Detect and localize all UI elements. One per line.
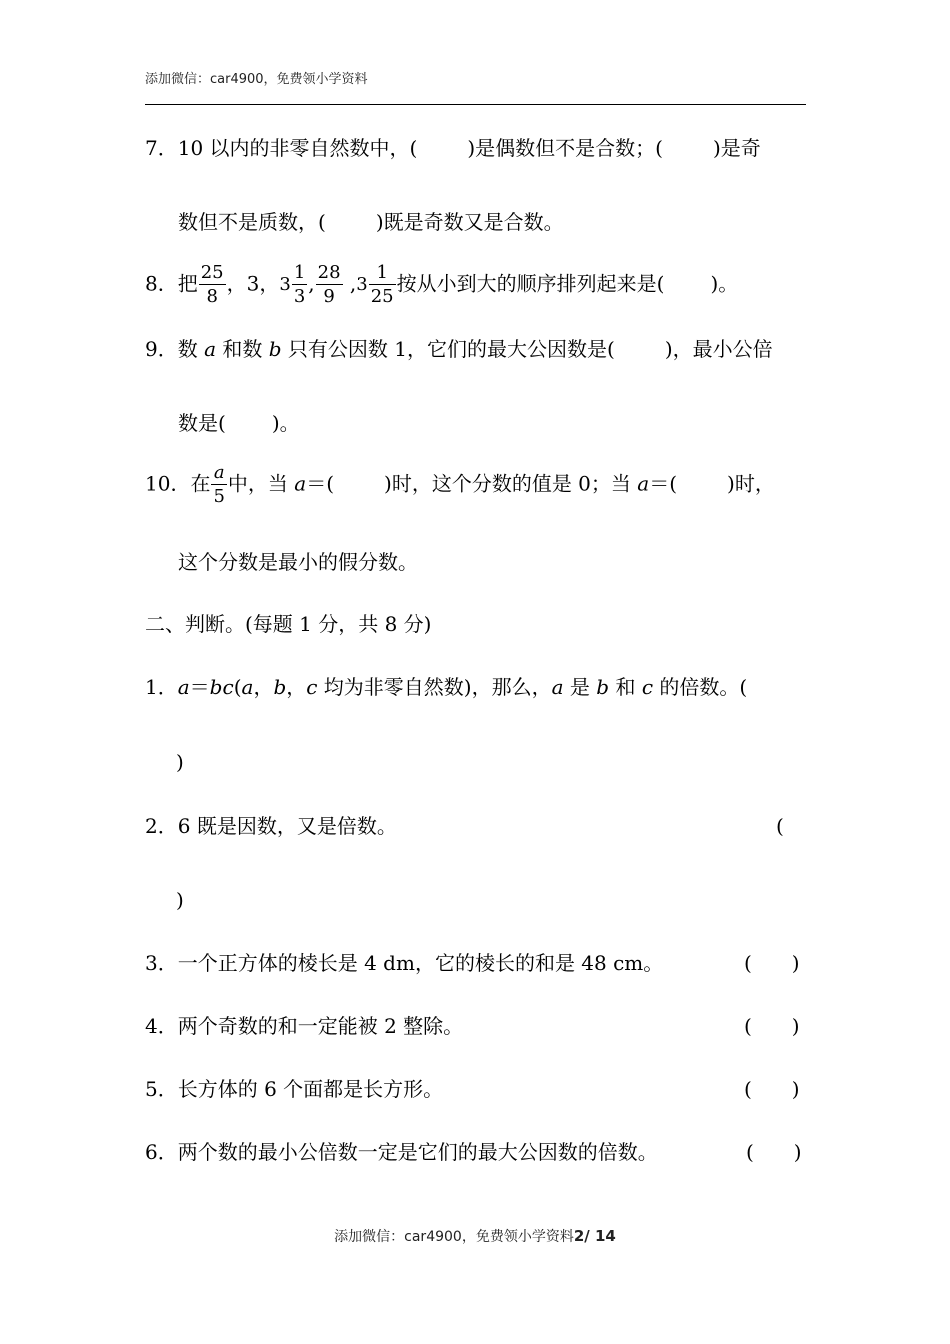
header-rule bbox=[145, 104, 806, 105]
j3-number: 3． bbox=[145, 951, 178, 975]
mixed-whole: 3 bbox=[279, 274, 291, 295]
fraction-numerator: a bbox=[211, 463, 226, 485]
judgment-1-line-1 bbox=[145, 675, 747, 699]
q9-text-b: 和数 bbox=[216, 337, 269, 361]
q9-text-d: )，最小公倍 bbox=[664, 337, 773, 361]
fraction-a-5 bbox=[211, 463, 226, 507]
q8-end: )。 bbox=[710, 271, 739, 296]
fraction-denominator: 5 bbox=[213, 486, 225, 507]
j2-answer-close[interactable]: ) bbox=[176, 888, 184, 912]
j1-answer-close[interactable]: ) bbox=[176, 750, 184, 774]
q8-number: 8． bbox=[145, 271, 178, 296]
judgment-2 bbox=[145, 814, 397, 838]
q7-text-e: )既是奇数又是合数。 bbox=[375, 210, 564, 234]
q9-text-e: 数是( bbox=[178, 411, 226, 435]
j1-var: a bbox=[551, 675, 564, 699]
q9-var-b: b bbox=[268, 337, 282, 361]
judgment-5 bbox=[145, 1077, 443, 1101]
fraction-numerator: 25 bbox=[200, 262, 224, 283]
q10-number: 10． bbox=[145, 471, 191, 496]
q7-text-d: 数但不是质数，( bbox=[178, 210, 326, 234]
fraction-1-3 bbox=[292, 263, 307, 307]
q8-comma3: , bbox=[343, 271, 357, 296]
question-7-line-2 bbox=[178, 210, 564, 234]
j1-rest: 均为非零自然数)，那么， bbox=[317, 675, 552, 699]
j6-text: 两个数的最小公倍数一定是它们的最大公因数的倍数。 bbox=[177, 1140, 658, 1164]
q10-var-a-2: a bbox=[637, 471, 650, 496]
section-2-title: 二、判断。(每题 1 分，共 8 分) bbox=[145, 612, 432, 636]
q10-text-d: )时，这个分数的值是 0；当 bbox=[384, 471, 638, 496]
q10-text-a: 在 bbox=[190, 471, 211, 496]
j1-number: 1． bbox=[145, 675, 178, 699]
q9-var-a: a bbox=[204, 337, 217, 361]
j5-answer-paren[interactable]: ( ) bbox=[744, 1077, 800, 1101]
j6-answer-paren[interactable]: ( ) bbox=[746, 1140, 802, 1164]
question-9-line-2 bbox=[178, 411, 300, 435]
j1-var: c bbox=[306, 675, 318, 699]
j6-number: 6． bbox=[145, 1140, 178, 1164]
q9-number: 9． bbox=[145, 337, 178, 361]
q10-text-e: ＝( bbox=[649, 471, 678, 496]
fraction-denominator: 3 bbox=[293, 286, 306, 307]
j1-var: a bbox=[177, 675, 190, 699]
question-8 bbox=[145, 263, 738, 307]
j1-var: c bbox=[641, 675, 654, 699]
j5-number: 5． bbox=[145, 1077, 178, 1101]
j1-eq: ＝ bbox=[189, 675, 210, 699]
q8-pre: 把 bbox=[177, 271, 198, 296]
page-footer bbox=[0, 1226, 950, 1246]
q10-var-a: a bbox=[294, 471, 307, 496]
j1-tail: 的倍数。( bbox=[653, 675, 748, 699]
j4-answer-paren[interactable]: ( ) bbox=[744, 1014, 800, 1038]
j2-number: 2． bbox=[145, 814, 178, 838]
fraction-denominator: 8 bbox=[206, 286, 218, 307]
q9-text-a: 数 bbox=[177, 337, 205, 361]
j1-var: b bbox=[273, 675, 287, 699]
fraction-denominator: 25 bbox=[370, 286, 394, 307]
fraction-28-9 bbox=[316, 263, 343, 307]
j4-text: 两个奇数的和一定能被 2 整除。 bbox=[177, 1014, 464, 1038]
footer-text: 添加微信：car4900，免费领小学资料 bbox=[334, 1229, 574, 1245]
j2-text: 6 既是因数，又是倍数。 bbox=[177, 814, 397, 838]
q7-text-a: 10 以内的非零自然数中，( bbox=[177, 136, 418, 160]
q10-text-b: 中，当 bbox=[227, 471, 295, 496]
q8-mid1: ，3， bbox=[226, 271, 280, 296]
judgment-4 bbox=[145, 1014, 463, 1038]
j3-answer-paren[interactable]: ( ) bbox=[744, 951, 800, 975]
question-9-line-1 bbox=[145, 337, 773, 361]
question-10-line-1 bbox=[145, 463, 775, 507]
fraction-1-25 bbox=[369, 263, 396, 307]
question-7-line-1 bbox=[145, 136, 761, 160]
j3-text: 一个正方体的棱长是 4 dm，它的棱长的和是 48 cm。 bbox=[177, 951, 664, 975]
j1-is: 是 bbox=[563, 675, 597, 699]
q9-text-f: )。 bbox=[271, 411, 300, 435]
j1-paren: ( bbox=[233, 675, 242, 699]
q8-post: 按从小到大的顺序排列起来是( bbox=[396, 271, 665, 296]
j2-answer-open[interactable]: ( bbox=[776, 814, 784, 838]
q7-number: 7． bbox=[145, 136, 178, 160]
fraction-numerator: 28 bbox=[317, 262, 341, 283]
j1-var: a bbox=[241, 675, 254, 699]
fraction-numerator: 1 bbox=[293, 262, 306, 283]
q9-text-c: 只有公因数 1，它们的最大公因数是( bbox=[281, 337, 615, 361]
j1-and: 和 bbox=[609, 675, 642, 699]
q10-text-c: ＝( bbox=[306, 471, 335, 496]
q10-text-f: )时， bbox=[727, 471, 775, 496]
judgment-3 bbox=[145, 951, 663, 975]
fraction-denominator: 9 bbox=[323, 286, 335, 307]
j1-var: b bbox=[596, 675, 610, 699]
page-header: 添加微信：car4900，免费领小学资料 bbox=[145, 72, 368, 87]
j1-sep: ， bbox=[286, 675, 307, 699]
fraction-25-8 bbox=[199, 263, 226, 307]
q10-text-g: 这个分数是最小的假分数。 bbox=[178, 550, 418, 574]
j1-sep: ， bbox=[253, 675, 274, 699]
j1-var: bc bbox=[209, 675, 234, 699]
q7-text-b: )是偶数但不是合数；( bbox=[467, 136, 663, 160]
fraction-numerator: 1 bbox=[369, 263, 396, 285]
q8-comma2: , bbox=[308, 271, 315, 296]
page-number: 2/ 14 bbox=[573, 1227, 616, 1245]
mixed-whole: 3 bbox=[356, 274, 368, 295]
j4-number: 4． bbox=[145, 1014, 178, 1038]
question-10-line-2 bbox=[178, 550, 418, 574]
q7-text-c: )是奇 bbox=[712, 136, 761, 160]
judgment-6 bbox=[145, 1140, 658, 1164]
j5-text: 长方体的 6 个面都是长方形。 bbox=[177, 1077, 444, 1101]
